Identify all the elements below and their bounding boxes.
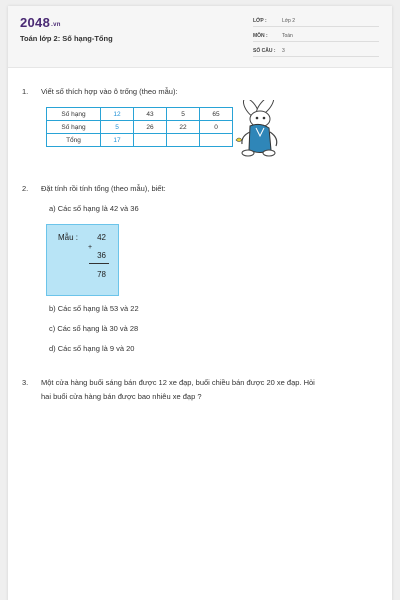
table-row <box>47 108 233 121</box>
table-cell: 17 <box>101 134 134 147</box>
meta-subject-key: MÔN : <box>253 33 268 39</box>
question-2-part-d: d) Các số hạng là 9 và 20 <box>49 344 135 353</box>
question-3-number: 3. <box>22 378 29 387</box>
meta-class-key: LỚP : <box>253 18 267 24</box>
question-3-line-2: hai buổi cửa hàng bán được bao nhiêu xe đạp ? <box>41 392 202 401</box>
meta-count-key: SỐ CÂU : <box>253 48 276 54</box>
question-2-part-b: b) Các số hạng là 53 và 22 <box>49 304 139 313</box>
worksheet-header <box>8 6 392 68</box>
table-cell[interactable]: 26 <box>134 121 167 134</box>
meta-class-value: Lớp 2 <box>282 18 296 24</box>
answer-cell[interactable] <box>167 134 200 147</box>
row-label: Tổng <box>47 134 101 147</box>
answer-cell[interactable] <box>134 134 167 147</box>
example-label: Mẫu : <box>58 233 79 242</box>
table-cell[interactable]: 0 <box>200 121 233 134</box>
question-2-number: 2. <box>22 184 29 193</box>
table-cell[interactable]: 5 <box>167 108 200 121</box>
question-2-part-c: c) Các số hạng là 30 và 28 <box>49 324 139 333</box>
worksheet-title: Toán lớp 2: Số hạng-Tổng <box>20 34 113 43</box>
row-label: Số hạng <box>47 121 101 134</box>
plus-sign: + <box>88 244 93 251</box>
question-2-text: Đặt tính rồi tính tổng (theo mẫu), biết: <box>41 184 166 193</box>
question-1-number: 1. <box>22 87 29 96</box>
example-sum: 78 <box>97 270 106 279</box>
table-cell: 12 <box>101 108 134 121</box>
sum-line <box>89 263 109 264</box>
rabbit-illustration <box>233 100 281 158</box>
table-row <box>47 134 233 147</box>
question-2-part-a: a) Các số hạng là 42 và 36 <box>49 204 139 213</box>
table-cell[interactable]: 22 <box>167 121 200 134</box>
meta-class-row <box>253 15 379 27</box>
meta-subject-row <box>253 30 379 42</box>
example-addend-2: 36 <box>97 251 106 260</box>
table-cell[interactable]: 65 <box>200 108 233 121</box>
table-row <box>47 121 233 134</box>
number-table <box>46 107 233 147</box>
question-3-line-1: Một cửa hàng buổi sáng bán được 12 xe đạp, buổi chiều bán được 20 xe đạp. Hỏi <box>41 378 315 387</box>
meta-count-value: 3 <box>282 48 285 54</box>
row-label: Số hạng <box>47 108 101 121</box>
example-addend-1: 42 <box>97 233 106 242</box>
answer-cell[interactable] <box>200 134 233 147</box>
site-logo[interactable] <box>20 15 61 30</box>
table-cell[interactable]: 43 <box>134 108 167 121</box>
meta-subject-value: Toán <box>282 33 293 39</box>
question-1-text: Viết số thích hợp vào ô trống (theo mẫu): <box>41 87 178 96</box>
meta-count-row <box>253 45 379 57</box>
example-box <box>46 224 119 296</box>
table-cell: 5 <box>101 121 134 134</box>
worksheet <box>8 6 392 600</box>
logo-suffix: .vn <box>51 22 61 28</box>
logo-text: 2048 <box>20 15 51 30</box>
